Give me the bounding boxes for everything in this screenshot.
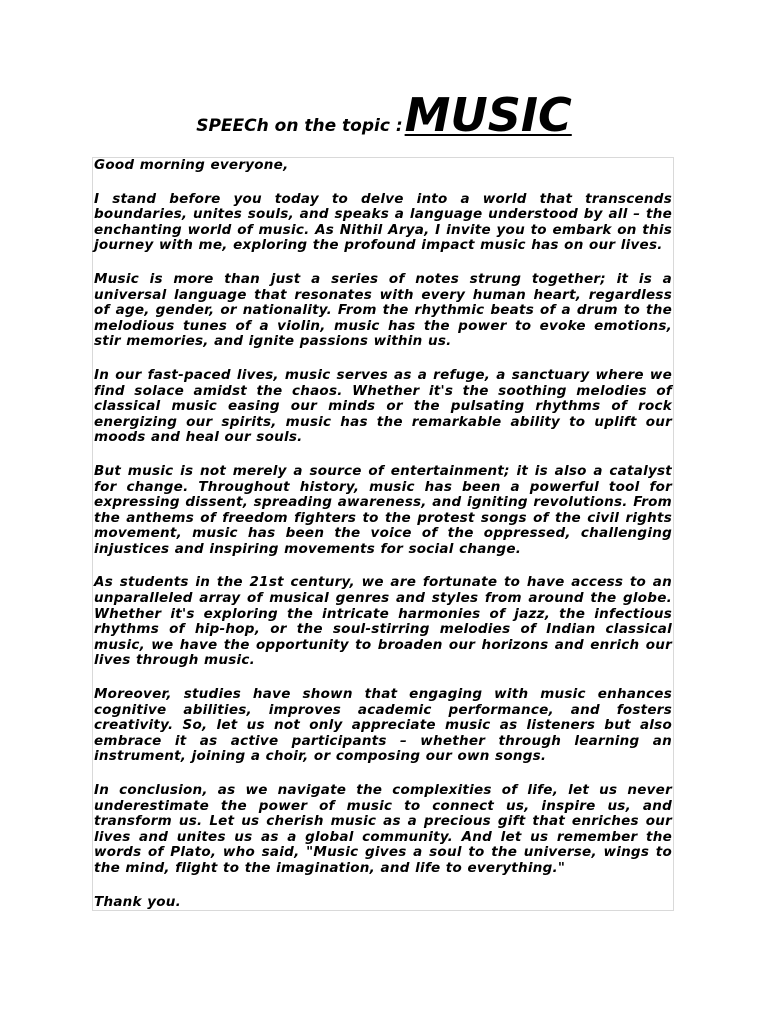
speech-paragraph: In conclusion, as we navigate the complexities of life, let us never underestimate the power of music to connect us, inspire us, and transform us. Let us cherish music as a precious gift that enriches our lives and unites us as a global community. And let us remember the words of Plato, who said, "Music gives a soul to the universe, wings to the mind, flight to the imagination, and life to everything." bbox=[94, 782, 672, 876]
speech-paragraph: In our fast-paced lives, music serves as a refuge, a sanctuary where we find solace amidst the chaos. Whether it's the soothing melodies of classical music easing our minds or the pulsating rhythms of rock energizing our spirits, music has the remarkable ability to uplift our moods and heal our souls. bbox=[94, 366, 672, 446]
speech-paragraph: Moreover, studies have shown that engaging with music enhances cognitive abilities, improves academic performance, and fosters creativity. So, let us not only appreciate music as listeners but also embrace it as active participants – whether through learning an instrument, joining a choir, or composing our own songs. bbox=[94, 686, 672, 765]
speech-closing: Thank you. bbox=[94, 893, 182, 910]
speech-paragraph: I stand before you today to delve into a world that transcends boundaries, unites souls, and speaks a language understood by all – the enchanting world of music. As Nithil Arya, I invite you to embark on this journey with me, exploring the profound impact music has on our lives. bbox=[94, 190, 672, 254]
speech-text-box bbox=[92, 157, 674, 911]
page-title bbox=[0, 88, 768, 142]
speech-paragraph: Music is more than just a series of notes strung together; it is a universal language that resonates with every human heart, regardless of age, gender, or nationality. From the rhythmic beats of a drum to the melodious tunes of a violin, music has the power to evoke emotions, stir memories, and ignite passions within us. bbox=[94, 270, 672, 350]
title-prefix: SPEECh on the topic : bbox=[196, 116, 403, 136]
speech-paragraph: As students in the 21st century, we are fortunate to have access to an unparalleled array of musical genres and styles from around the globe. Whether it's exploring the intricate harmonies of jazz, the infectious rhythms of hip-hop, or the soul-stirring melodies of Indian classical music, we have the opportunity to broaden our horizons and enrich our lives through music. bbox=[94, 574, 672, 669]
title-main: MUSIC bbox=[404, 88, 572, 142]
speech-greeting: Good morning everyone, bbox=[94, 157, 289, 173]
speech-paragraph: But music is not merely a source of entertainment; it is also a catalyst for change. Throughout history, music has been a powerful tool for expressing dissent, spreading awareness, and igniting revolutions. From the anthems of freedom fighters to the protest songs of the civil rights movement, music has been the voice of the oppressed, challenging injustices and inspiring movements for social change. bbox=[94, 462, 672, 557]
